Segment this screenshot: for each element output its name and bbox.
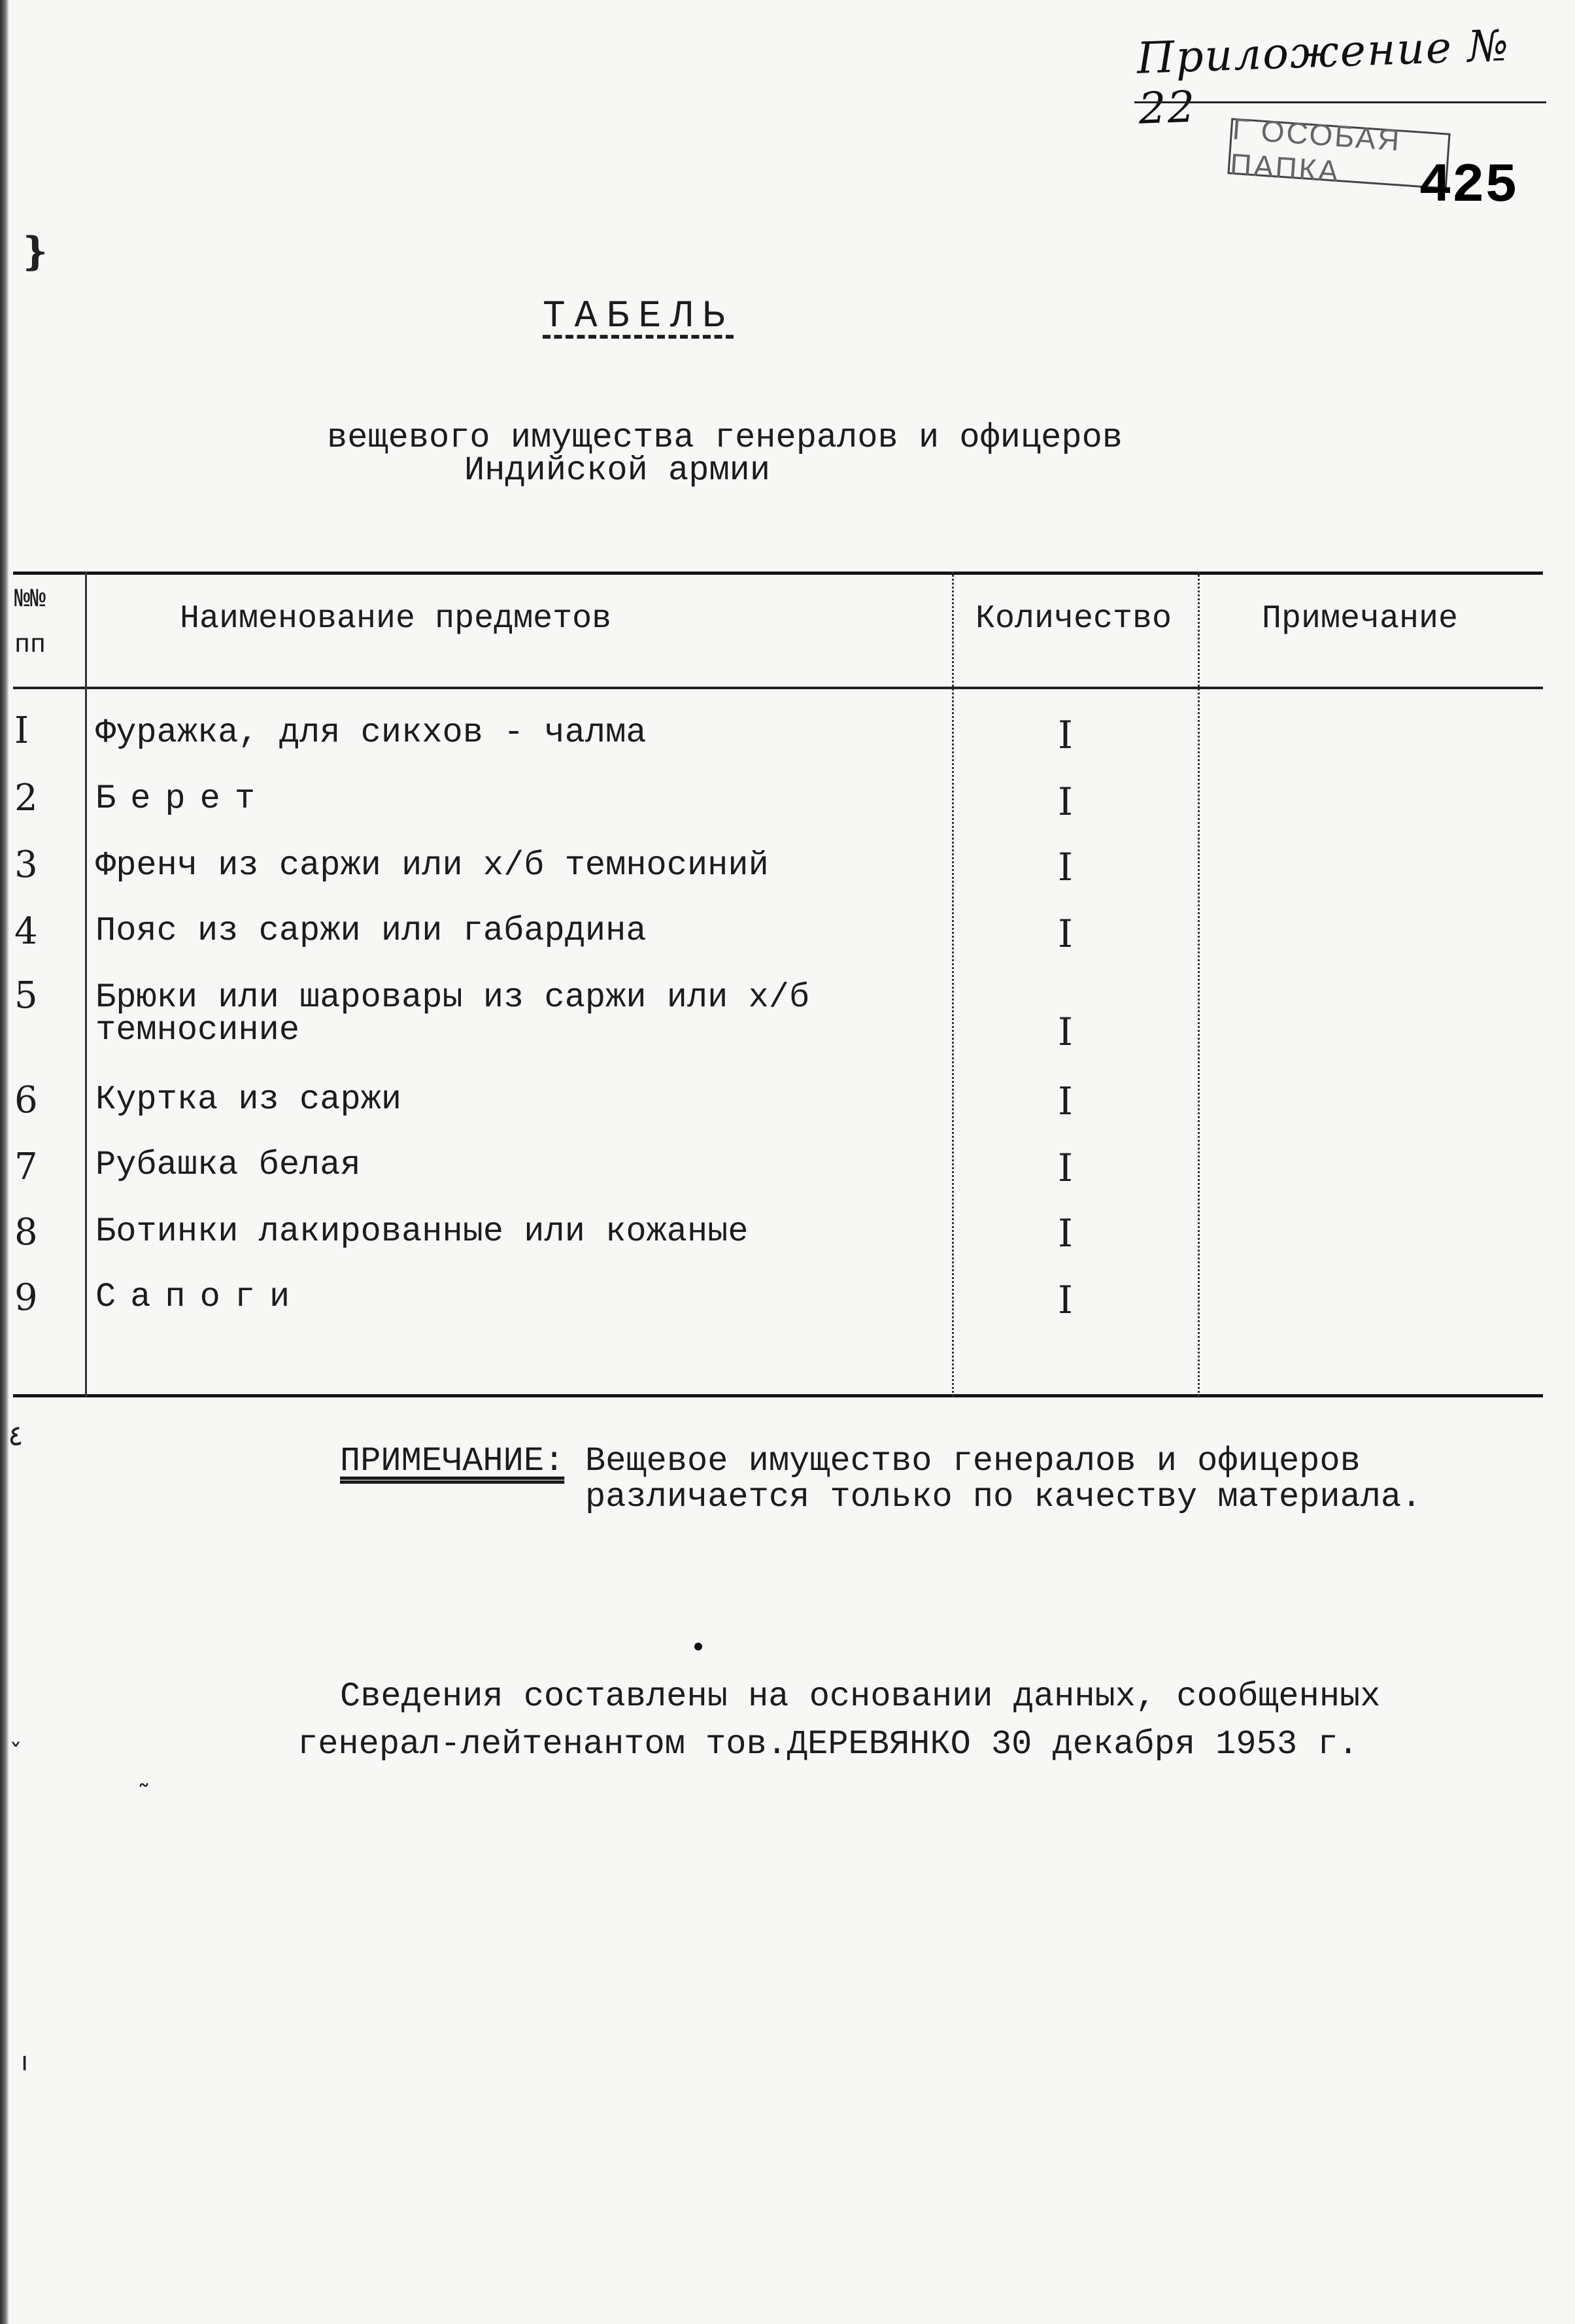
annex-label: Приложение № 22 [1136,20,1511,134]
column-divider-1 [85,572,87,1397]
row-quantity: I [1058,779,1073,824]
subtitle-line-1: вещевого имущества генералов и офицеров [327,419,1123,457]
row-quantity: I [1058,912,1073,956]
column-divider-2 [952,572,954,1397]
row-item-name: Рубашка белая [95,1146,361,1184]
ink-dot [694,1643,702,1650]
row-item-name: Сапоги [95,1278,305,1316]
row-number: 3 [14,844,38,886]
page-number: 425 [1419,156,1518,218]
row-quantity: I [1058,1278,1073,1322]
table-header-rule [13,687,1543,689]
annex-underline [1134,101,1546,103]
archive-stamp: Г ОСОБАЯ ПАПКА [1227,118,1450,189]
scan-mark: ˇ [9,1739,22,1769]
document-title: ТАБЕЛЬ [543,296,734,338]
header-number-line-2: пп [14,631,46,660]
header-item-name: Наименование предметов [180,600,612,638]
row-number: 2 [14,777,38,819]
row-number: 9 [14,1276,38,1319]
note-text-line-2: различается только по качеству материала. [585,1478,1422,1516]
table-bottom-rule [13,1394,1543,1397]
row-quantity: I [1058,1010,1073,1054]
source-line-1: Сведения составлены на основании данных, сообщенных [340,1677,1381,1716]
row-number: 5 [14,974,38,1017]
row-number: I [14,709,29,752]
table-top-rule [13,572,1543,575]
row-quantity: I [1058,1211,1073,1256]
row-item-name: Берет [95,779,270,818]
source-line-2: генерал-лейтенантом тов.ДЕРЕВЯНКО 30 декабря 1953 г. [297,1725,1359,1764]
scan-mark: ı [21,2047,29,2077]
row-number: 6 [14,1079,38,1121]
row-item-name: Пояс из саржи или габардина [95,912,647,950]
row-quantity: I [1058,1079,1073,1123]
page-edge [0,0,9,2324]
note-text-line-1: Вещевое имущество генералов и офицеров [585,1442,1361,1480]
row-quantity: I [1058,713,1073,757]
header-note: Примечание [1262,600,1459,638]
row-item-name: Френч из саржи или х/б темносиний [95,846,769,885]
row-quantity: I [1058,1146,1073,1190]
row-item-name-continued: темносиние [95,1011,300,1050]
row-number: 4 [14,910,38,953]
row-item-name: Брюки или шаровары из саржи или х/б [95,978,810,1017]
row-number: 7 [14,1146,38,1188]
note-label: ПРИМЕЧАНИЕ: [340,1442,565,1480]
row-item-name: Фуражка, для сикхов - чалма [95,713,647,752]
row-number: 8 [14,1211,38,1254]
header-quantity: Количество [975,600,1172,638]
column-divider-3 [1198,572,1200,1397]
row-item-name: Ботинки лакированные или кожаные [95,1212,749,1251]
scan-mark: ❵ [18,229,52,275]
header-number-line-1: №№ [14,585,46,615]
scan-mark: ˜ [137,1780,150,1810]
row-quantity: I [1058,845,1073,889]
row-item-name: Куртка из саржи [95,1080,402,1119]
scan-mark: ٤ [8,1419,24,1452]
subtitle-line-2: Индийской армии [464,451,771,490]
